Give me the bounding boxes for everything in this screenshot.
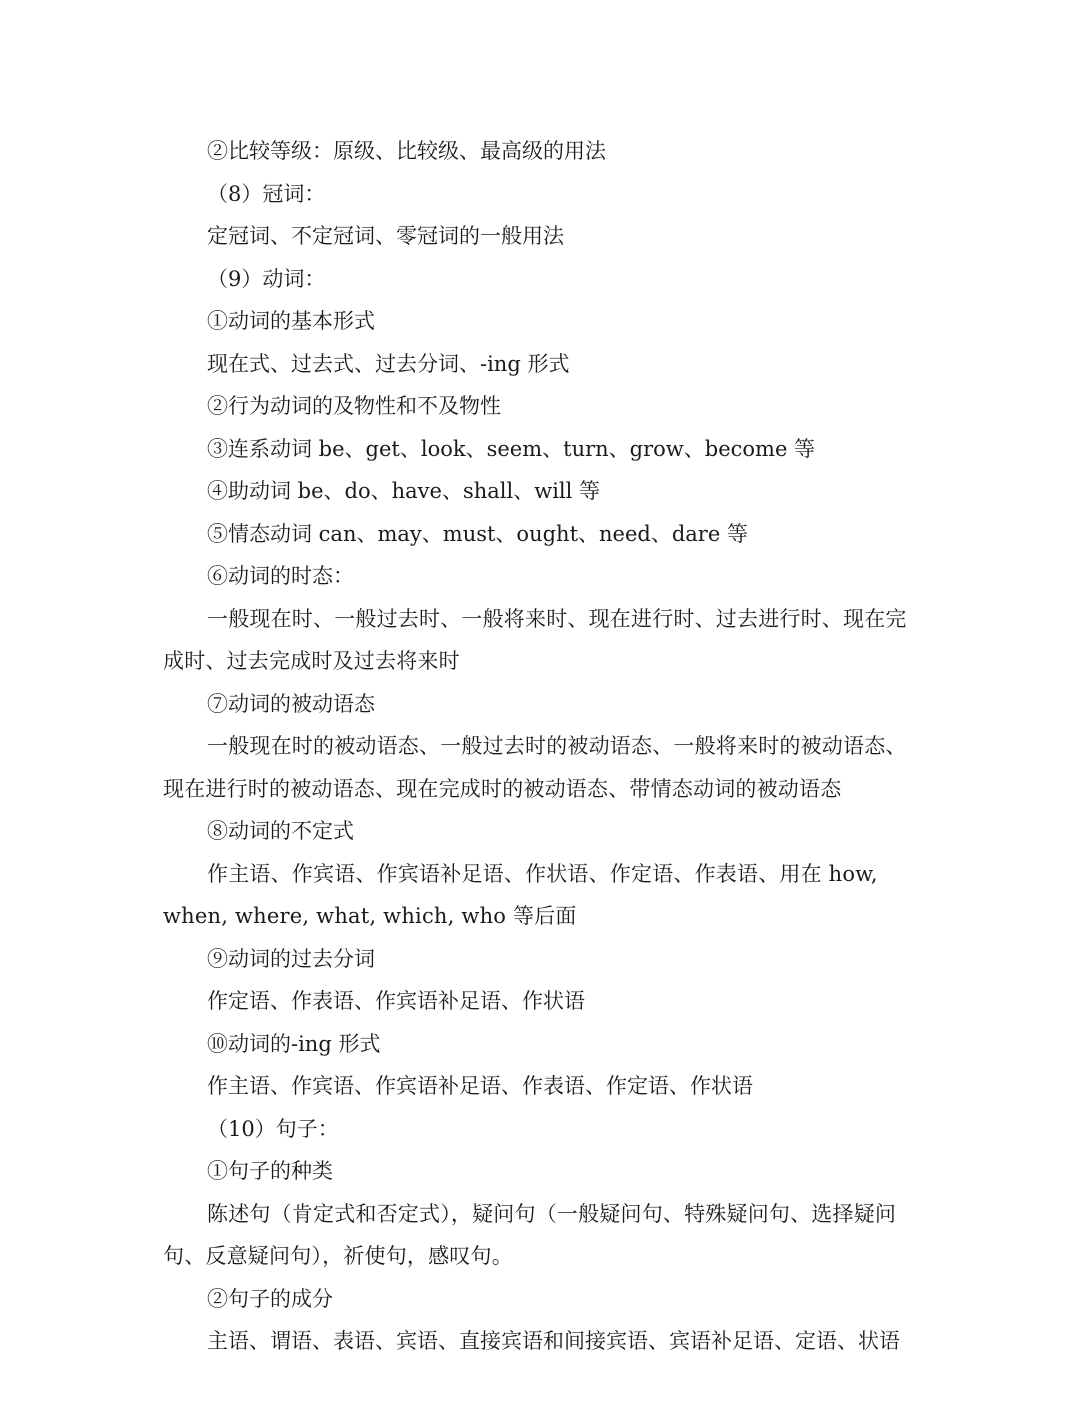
item-verb-basic-forms: ①动词的基本形式 bbox=[207, 309, 375, 333]
item-sentence-types: ①句子的种类 bbox=[207, 1159, 333, 1183]
heading-sentences: （10）句子： bbox=[207, 1116, 339, 1141]
item-auxiliary-verbs: ④助动词 be、do、have、shall、will 等 bbox=[207, 479, 601, 503]
item-modal-verbs: ⑤情态动词 can、may、must、ought、need、dare 等 bbox=[207, 521, 748, 546]
item-linking-verbs: ③连系动词 be、get、look、seem、turn、grow、become 等 bbox=[207, 436, 816, 461]
ing-form-uses: 作主语、作宾语、作宾语补足语、作表语、作定语、作状语 bbox=[207, 1074, 753, 1098]
item-verb-tenses: ⑥动词的时态： bbox=[207, 564, 354, 588]
item-past-participle: ⑨动词的过去分词 bbox=[207, 946, 375, 971]
sentence-components-list: 主语、谓语、表语、宾语、直接宾语和间接宾语、宾语补足语、定语、状语 bbox=[207, 1329, 900, 1353]
item-sentence-components: ②句子的成分 bbox=[207, 1286, 333, 1311]
articles-usage: 定冠词、不定冠词、零冠词的一般用法 bbox=[207, 224, 564, 248]
verb-tenses-paragraph: 一般现在时、一般过去时、一般将来时、现在进行时、过去进行时、现在完成时、过去完成时及过去将来时 bbox=[163, 606, 907, 673]
item-comparison-degrees: ②比较等级：原级、比较级、最高级的用法 bbox=[207, 139, 606, 163]
infinitive-paragraph: 作主语、作宾语、作宾语补足语、作状语、作定语、作表语、用在 how, when, where, what, which, who 等后面 bbox=[163, 861, 878, 928]
item-ing-form: ⑩动词的-ing 形式 bbox=[207, 1031, 381, 1056]
document-body bbox=[163, 130, 923, 1363]
passive-voice-paragraph: 一般现在时的被动语态、一般过去时的被动语态、一般将来时的被动语态、现在进行时的被动语态、现在完成时的被动语态、带情态动词的被动语态 bbox=[163, 734, 907, 801]
heading-articles: （8）冠词： bbox=[207, 181, 326, 206]
past-participle-uses: 作定语、作表语、作宾语补足语、作状语 bbox=[207, 989, 585, 1013]
verb-basic-forms-list: 现在式、过去式、过去分词、-ing 形式 bbox=[207, 351, 570, 376]
heading-verbs: （9）动词： bbox=[207, 266, 326, 291]
item-passive-voice: ⑦动词的被动语态 bbox=[207, 691, 375, 716]
item-transitivity: ②行为动词的及物性和不及物性 bbox=[207, 394, 501, 418]
item-infinitive: ⑧动词的不定式 bbox=[207, 819, 354, 843]
sentence-types-paragraph: 陈述句（肯定式和否定式），疑问句（一般疑问句、特殊疑问句、选择疑问句、反意疑问句），祈使句，感叹句。 bbox=[163, 1201, 897, 1268]
